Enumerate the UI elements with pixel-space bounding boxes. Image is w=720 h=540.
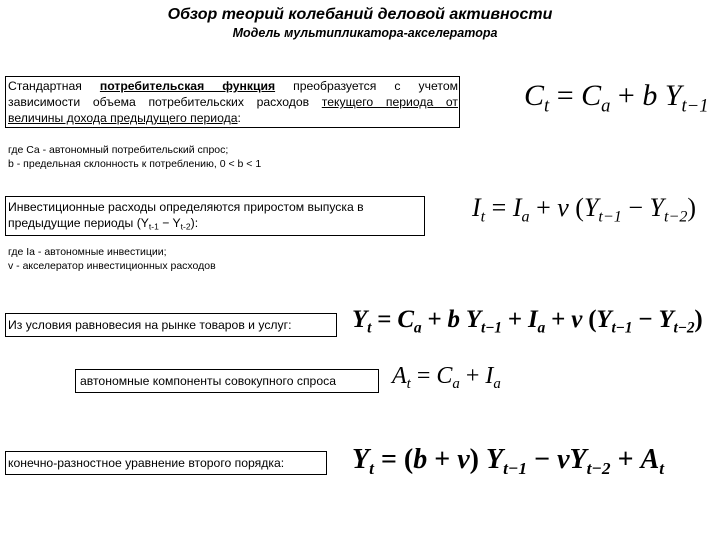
consumption-notes xyxy=(8,143,261,171)
equilibrium-formula: $Y_t = C_a + b$ $Y_{t-1} + I_a + v$ $(Y_{t-1} - Y_{t-2})$ xyxy=(352,306,703,337)
equilibrium-text: Из условия равновесия на рынке товаров и услуг: xyxy=(8,318,292,332)
consumption-paragraph xyxy=(8,78,458,126)
consumption-function-term: потребительская функция xyxy=(99,79,276,93)
investment-paragraph xyxy=(8,199,423,231)
investment-line-1: Инвестиционные расходы определяются приростом выпуска в xyxy=(8,200,364,214)
autonomous-formula: $A_t = C_a + I_a$ xyxy=(392,363,501,393)
consumption-text-middle: преобразуется с учетом зависимости объема потребительских расходов xyxy=(8,79,458,109)
consumption-text-start: Стандартная xyxy=(8,79,100,93)
note-v: v - акселератор инвестиционных расходов xyxy=(8,260,216,272)
slide-subtitle: Модель мультипликатора-акселератора xyxy=(232,26,498,40)
investment-formula: $I_t = I_a + v$ $(Y_{t-1} - Y_{t-2})$ xyxy=(472,193,697,226)
difference-text: конечно-разностное уравнение второго порядка: xyxy=(8,456,285,470)
investment-notes xyxy=(8,245,216,273)
note-ca: где Ca - автономный потребительский спрос; xyxy=(8,144,229,156)
autonomous-text: автономные компоненты совокупного спроса xyxy=(80,374,336,388)
investment-line-2: предыдущие периоды $(Y_{t-1} - Y_{t-2})$: xyxy=(8,216,199,232)
consumption-formula: $C_t = C_a + b$ $Y_{t-1}$ xyxy=(524,79,709,117)
note-ia: где Ia - автономные инвестиции; xyxy=(8,246,167,258)
current-period-phrase: текущего периода от величины дохода предыдущего периода xyxy=(8,95,458,125)
difference-formula: $Y_t = (b + v) Y_{t-1} - vY_{t-2} + A_t$ xyxy=(352,444,665,479)
slide-title: Обзор теорий колебаний деловой активности xyxy=(167,6,553,23)
consumption-text-end: : xyxy=(237,111,241,125)
note-b: b - предельная склонность к потреблению, 0 < b < 1 xyxy=(8,158,262,170)
